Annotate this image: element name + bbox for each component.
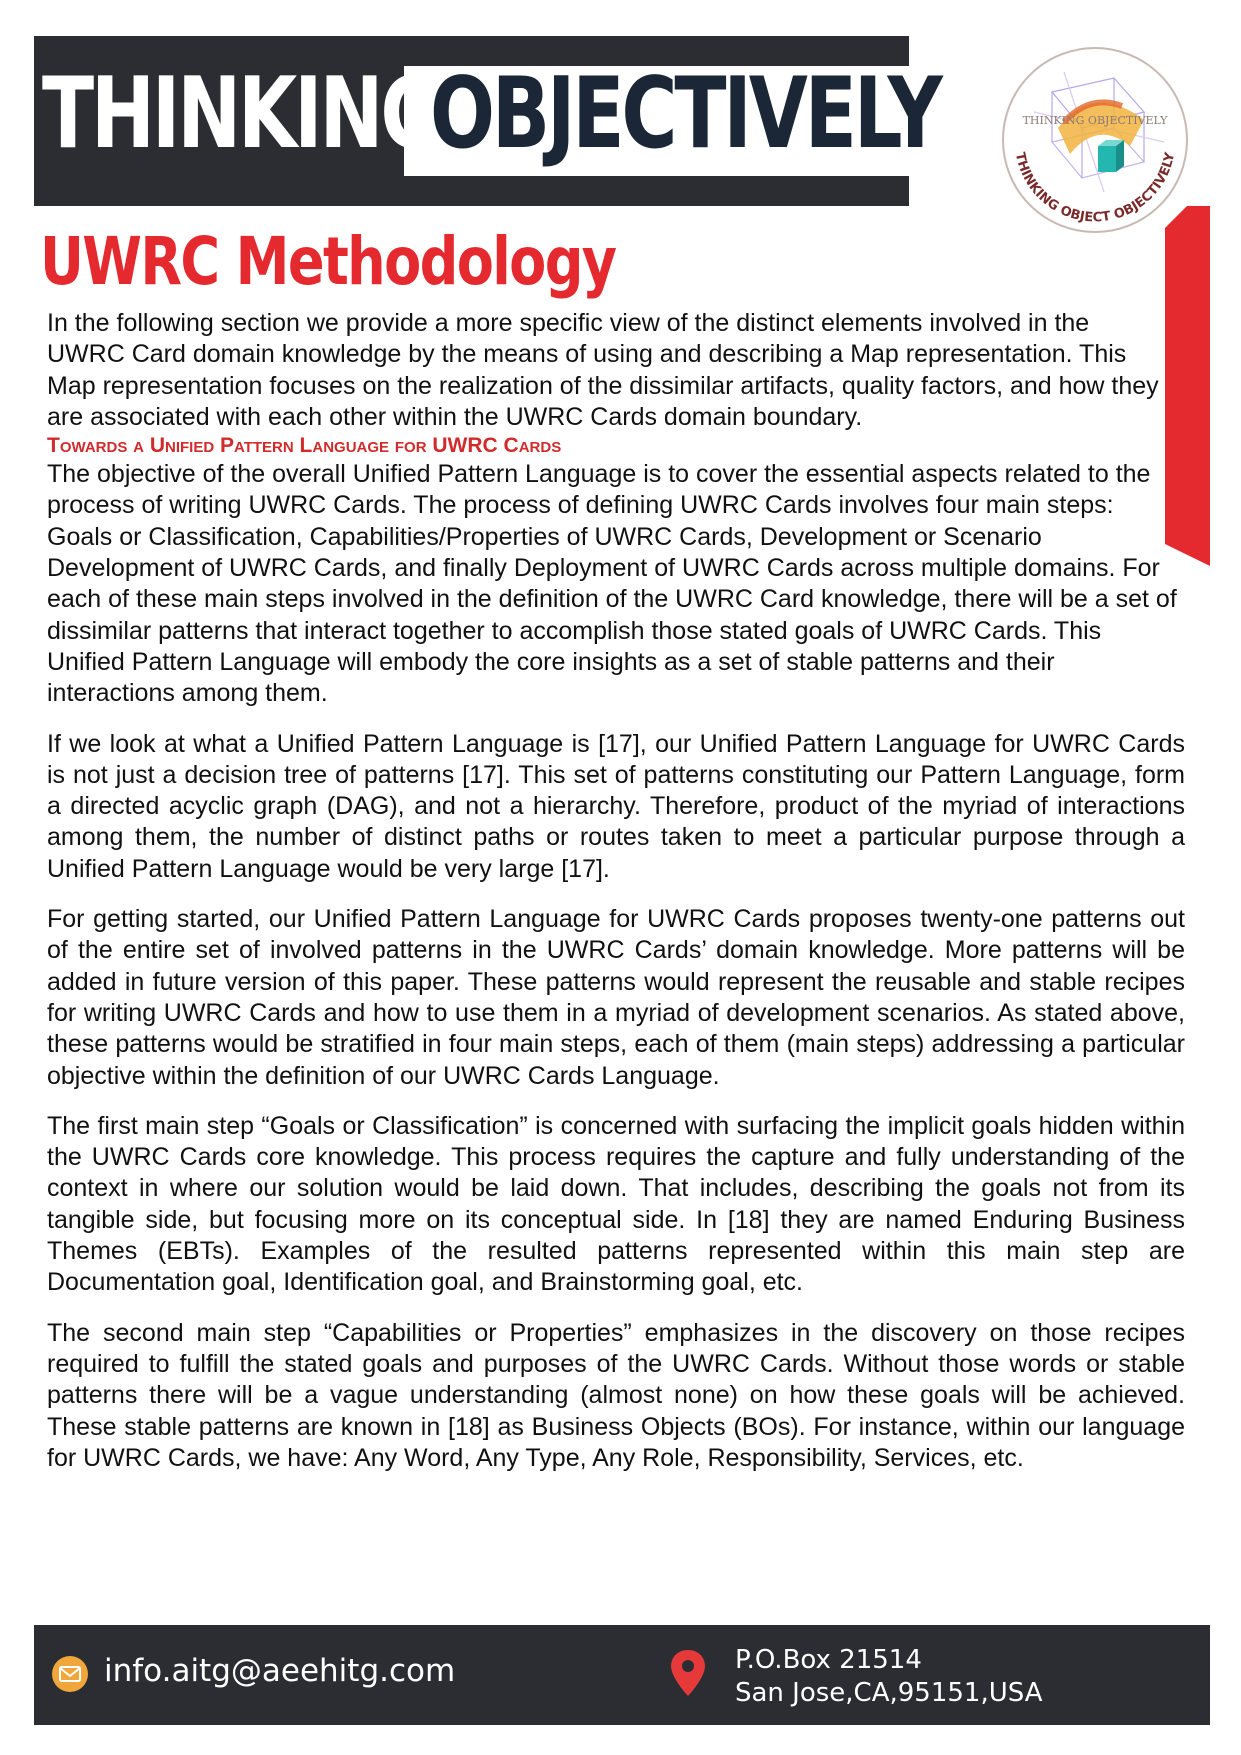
- page-title: UWRC Methodology: [40, 223, 616, 300]
- logo-arc-text: THINKING OBJECT OBJECTIVELY: [1011, 151, 1179, 226]
- article-body: [47, 308, 1185, 1608]
- body-paragraph-2: If we look at what a Unified Pattern Language is [17], our Unified Pattern Language for UWRC Cards is not just a decision tree of patterns [17]. This set of patterns constituting our Pattern Language, form a directed acyclic graph (DAG), and not a hierarchy. Therefore, product of the myriad of interactions among them, the number of distinct paths or routes taken to meet a particular purpose through a Unified Pattern Language would be very large [17].: [47, 729, 1185, 883]
- brand-word-objectively: OBJECTIVELY: [430, 57, 940, 171]
- section-heading: Towards a Unified Pattern Language for UWRC Cards: [47, 434, 562, 458]
- envelope-icon: [50, 1654, 90, 1694]
- intro-paragraph: In the following section we provide a more specific view of the distinct elements involved in the UWRC Card domain knowledge by the means of using and describing a Map representation. This Map representation focuses on the realization of the dissimilar artifacts, quality factors, and how they are associated with each other within the UWRC Cards domain boundary.: [47, 309, 1159, 431]
- logo-top-text: THINKING OBJECTIVELY: [1022, 114, 1168, 127]
- brand-word-thinking: THINKING: [42, 57, 440, 171]
- address-line-1: P.O.Box 21514: [735, 1645, 922, 1675]
- thinking-objectively-logo: [994, 42, 1196, 238]
- email-link[interactable]: info.aitg@aeehitg.com: [104, 1653, 456, 1689]
- body-paragraph-1: The objective of the overall Unified Pattern Language is to cover the essential aspects related to the process of writing UWRC Cards. The process of defining UWRC Cards involves four main steps: Goals or Classification, Capabilities/Properties of UWRC Cards, Development or Scenario Development of UWRC Cards, and finally Deployment of UWRC Cards across multiple domains. For each of these main steps involved in the definition of the UWRC Card knowledge, there will be a set of dissimilar patterns that interact together to accomplish those stated goals of UWRC Cards. This Unified Pattern Language will embody the core insights as a set of stable patterns and their interactions among them.: [47, 460, 1177, 708]
- address-line-2: San Jose,CA,95151,USA: [735, 1678, 1043, 1708]
- body-paragraph-3: For getting started, our Unified Pattern Language for UWRC Cards proposes twenty-one patterns out of the entire set of involved patterns in the UWRC Cards’ domain knowledge. More patterns will be added in future version of this paper. These patterns would represent the reusable and stable recipes for writing UWRC Cards and how to use them in a myriad of development scenarios. As stated above, these patterns would be stratified in four main steps, each of them (main steps) addressing a particular objective within the definition of our UWRC Cards Language.: [47, 905, 1185, 1090]
- body-paragraph-4: The first main step “Goals or Classification” is concerned with surfacing the implicit goals hidden within the UWRC Cards core knowledge. This process requires the capture and fully understanding of the context in where our solution would be laid down. That includes, describing the goals not from its tangible side, but focusing more on its conceptual side. In [18] they are named Enduring Business Themes (EBTs). Examples of the resulted patterns represented within this main step are Documentation goal, Identification goal, and Brainstorming goal, etc.: [47, 1111, 1185, 1297]
- location-pin-icon: [668, 1648, 708, 1698]
- body-paragraph-5: The second main step “Capabilities or Properties” emphasizes in the discovery on those recipes required to fulfill the stated goals and purposes of the UWRC Cards. Without those words or stable patterns there will be a vague understanding (almost none) on how these goals will be achieved. These stable patterns are known in [18] as Business Objects (BOs). For instance, within our language for UWRC Cards, we have: Any Word, Any Type, Any Role, Responsibility, Services, etc.: [47, 1318, 1185, 1472]
